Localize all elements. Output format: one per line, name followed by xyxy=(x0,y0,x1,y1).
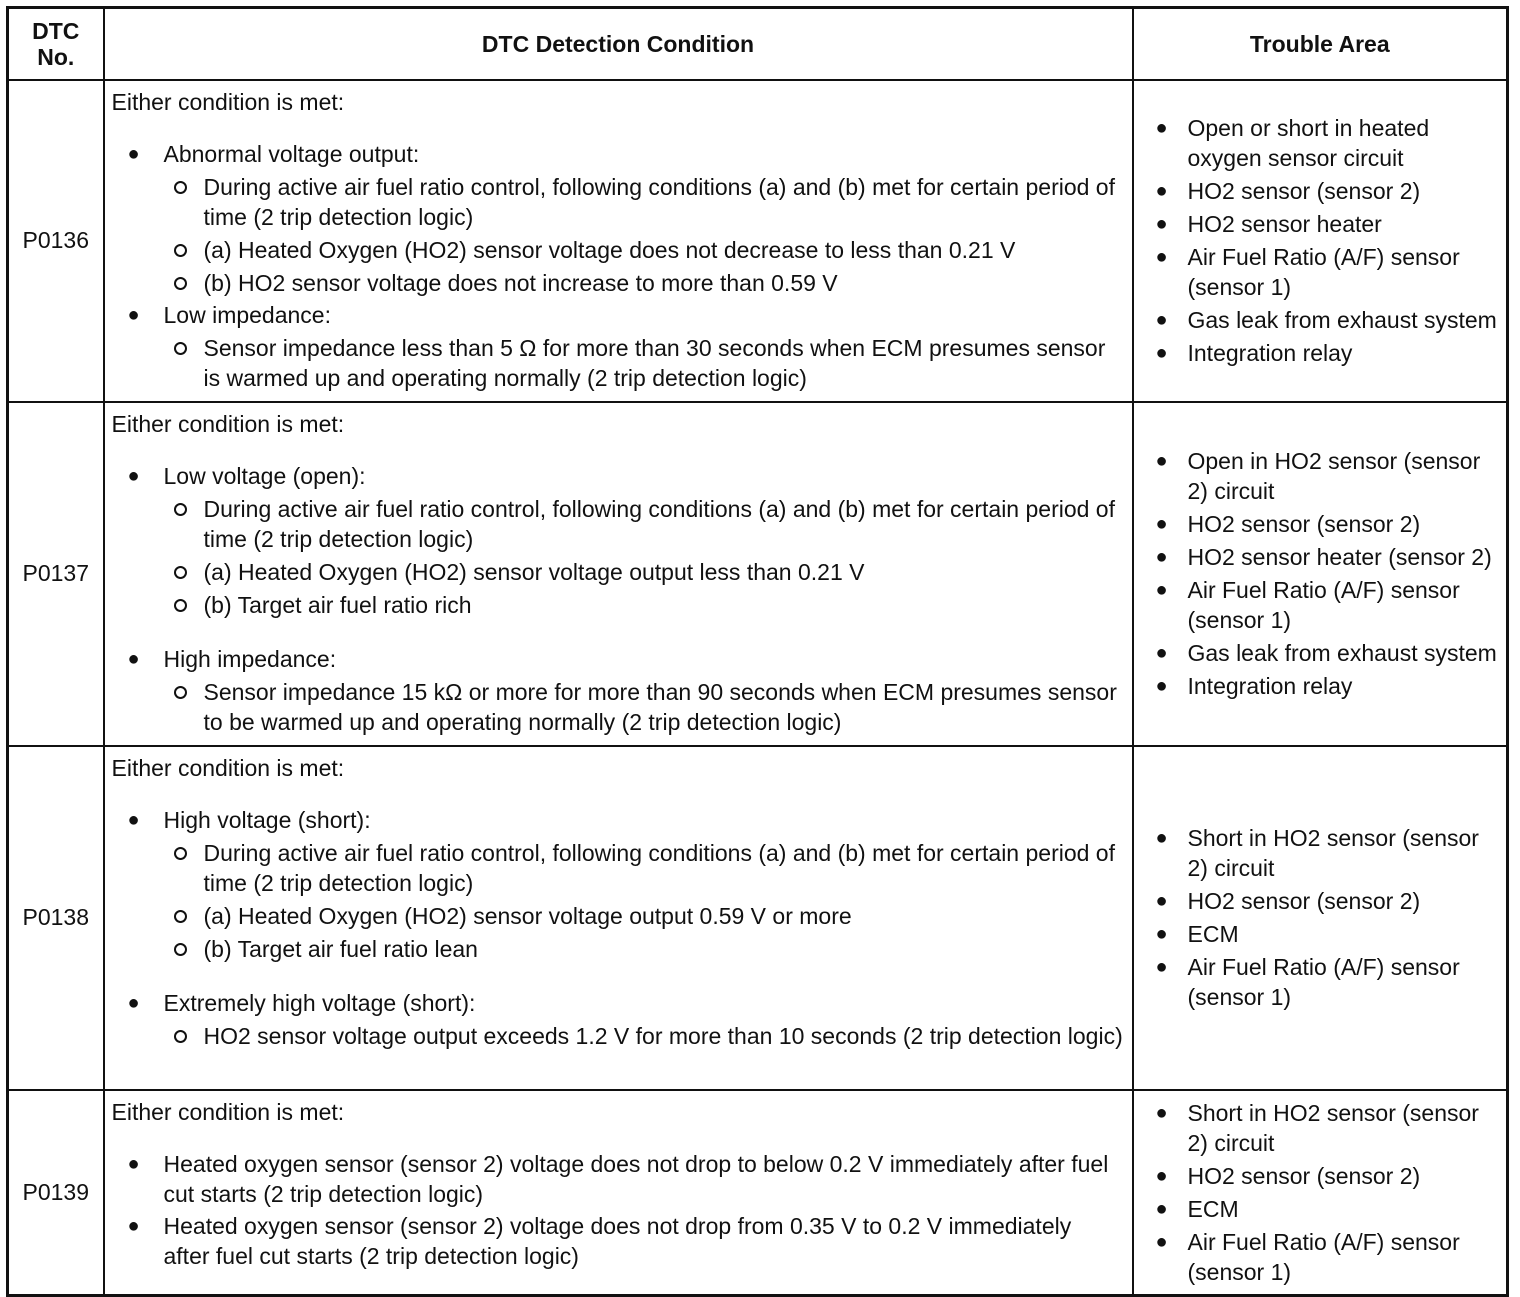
detection-condition xyxy=(104,80,1133,402)
trouble-area-item: ● HO2 sensor heater xyxy=(1144,209,1499,239)
condition-group-title: ● Extremely high voltage (short): xyxy=(120,988,1124,1018)
trouble-area-item: ● Short in HO2 sensor (sensor 2) circuit xyxy=(1144,1098,1499,1158)
detection-condition xyxy=(104,746,1133,1090)
trouble-area xyxy=(1133,1090,1508,1296)
dtc-table xyxy=(6,6,1509,1297)
table-row xyxy=(8,80,1508,402)
trouble-area-item: ● Integration relay xyxy=(1144,338,1499,368)
trouble-area-item: ● HO2 sensor (sensor 2) xyxy=(1144,176,1499,206)
trouble-area-item: ● HO2 sensor (sensor 2) xyxy=(1144,886,1499,916)
trouble-area-item: ● Open or short in heated oxygen sensor circuit xyxy=(1144,113,1499,173)
trouble-area-item: ● Air Fuel Ratio (A/F) sensor (sensor 1) xyxy=(1144,242,1499,302)
condition-bullet: ● Heated oxygen sensor (sensor 2) voltage does not drop to below 0.2 V immediately after fuel cut starts (2 trip detection logic) xyxy=(120,1149,1124,1209)
trouble-area-item: ● Gas leak from exhaust system xyxy=(1144,305,1499,335)
dtc-code: P0137 xyxy=(8,402,104,746)
condition-item: Sensor impedance 15 kΩ or more for more than 90 seconds when ECM presumes sensor to be warmed up and operating normally (2 trip detection logic) xyxy=(164,677,1124,737)
trouble-area xyxy=(1133,402,1508,746)
condition-item: (b) Target air fuel ratio lean xyxy=(164,934,1124,964)
condition-lead: Either condition is met: xyxy=(111,754,345,781)
condition-item: HO2 sensor voltage output exceeds 1.2 V for more than 10 seconds (2 trip detection logic) xyxy=(164,1021,1124,1051)
condition-bullet: ● Heated oxygen sensor (sensor 2) voltage does not drop from 0.35 V to 0.2 V immediately after fuel cut starts (2 trip detection logic) xyxy=(120,1211,1124,1271)
header-row xyxy=(8,8,1508,80)
trouble-area-item: ● Integration relay xyxy=(1144,671,1499,701)
trouble-area-item: ● HO2 sensor (sensor 2) xyxy=(1144,1161,1499,1191)
header-trouble-area: Trouble Area xyxy=(1133,8,1508,80)
header-detection-condition: DTC Detection Condition xyxy=(104,8,1133,80)
trouble-area-item: ● Short in HO2 sensor (sensor 2) circuit xyxy=(1144,823,1499,883)
trouble-area xyxy=(1133,80,1508,402)
dtc-code: P0136 xyxy=(8,80,104,402)
table-row xyxy=(8,746,1508,1090)
condition-lead: Either condition is met: xyxy=(111,88,345,115)
trouble-area-item: ● Air Fuel Ratio (A/F) sensor (sensor 1) xyxy=(1144,1227,1499,1287)
condition-item: (b) HO2 sensor voltage does not increase to more than 0.59 V xyxy=(164,268,1124,298)
trouble-area-item: ● HO2 sensor (sensor 2) xyxy=(1144,509,1499,539)
table-row xyxy=(8,1090,1508,1296)
condition-item: (a) Heated Oxygen (HO2) sensor voltage output less than 0.21 V xyxy=(164,557,1124,587)
condition-lead: Either condition is met: xyxy=(111,410,345,437)
condition-group-title: ● Abnormal voltage output: xyxy=(120,139,1124,169)
trouble-area-item: ● Air Fuel Ratio (A/F) sensor (sensor 1) xyxy=(1144,575,1499,635)
condition-item: Sensor impedance less than 5 Ω for more than 30 seconds when ECM presumes sensor is warmed up and operating normally (2 trip detection logic) xyxy=(164,333,1124,393)
detection-condition xyxy=(104,1090,1133,1296)
detection-condition xyxy=(104,402,1133,746)
trouble-area-item: ● ECM xyxy=(1144,919,1499,949)
condition-group-title: ● Low voltage (open): xyxy=(120,461,1124,491)
trouble-area xyxy=(1133,746,1508,1090)
condition-group-title: ● High impedance: xyxy=(120,644,1124,674)
condition-item: During active air fuel ratio control, following conditions (a) and (b) met for certain period of time (2 trip detection logic) xyxy=(164,172,1124,232)
trouble-area-item: ● ECM xyxy=(1144,1194,1499,1224)
trouble-area-item: ● Open in HO2 sensor (sensor 2) circuit xyxy=(1144,446,1499,506)
trouble-area-item: ● Air Fuel Ratio (A/F) sensor (sensor 1) xyxy=(1144,952,1499,1012)
condition-item: During active air fuel ratio control, following conditions (a) and (b) met for certain period of time (2 trip detection logic) xyxy=(164,838,1124,898)
trouble-area-item: ● Gas leak from exhaust system xyxy=(1144,638,1499,668)
condition-lead: Either condition is met: xyxy=(111,1098,345,1125)
dtc-code: P0138 xyxy=(8,746,104,1090)
condition-item: (b) Target air fuel ratio rich xyxy=(164,590,1124,620)
condition-group-title: ● Low impedance: xyxy=(120,300,1124,330)
header-dtc-no: DTC No. xyxy=(8,8,104,80)
trouble-area-item: ● HO2 sensor heater (sensor 2) xyxy=(1144,542,1499,572)
condition-item: (a) Heated Oxygen (HO2) sensor voltage does not decrease to less than 0.21 V xyxy=(164,235,1124,265)
condition-item: (a) Heated Oxygen (HO2) sensor voltage output 0.59 V or more xyxy=(164,901,1124,931)
dtc-code: P0139 xyxy=(8,1090,104,1296)
condition-item: During active air fuel ratio control, following conditions (a) and (b) met for certain period of time (2 trip detection logic) xyxy=(164,494,1124,554)
condition-group-title: ● High voltage (short): xyxy=(120,805,1124,835)
table-row xyxy=(8,402,1508,746)
